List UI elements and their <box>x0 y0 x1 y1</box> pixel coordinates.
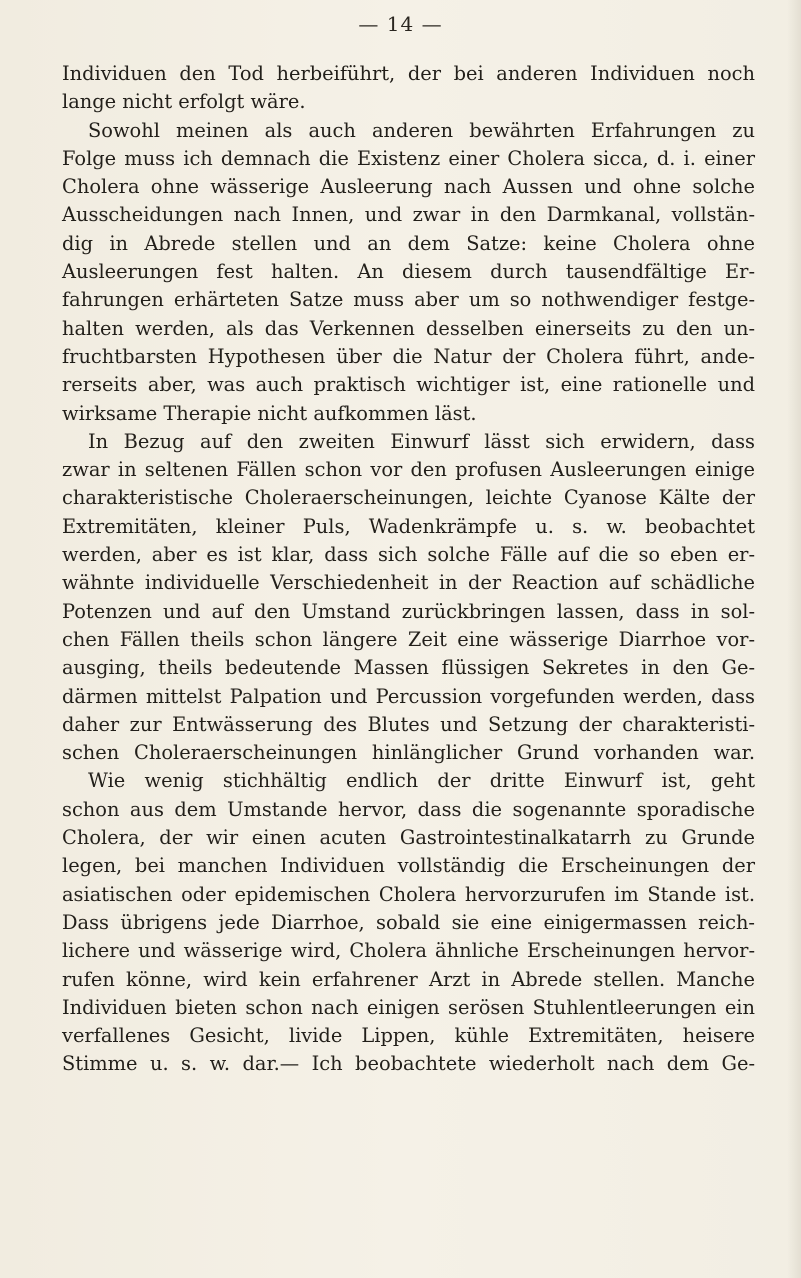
text-line: lange nicht erfolgt wäre. <box>62 90 306 114</box>
text-line: chen Fällen theils schon längere Zeit eine wässerige Diarrhoe vor- <box>62 627 755 651</box>
text-line: dig in Abrede stellen und an dem Satze: keine Cholera ohne <box>62 231 755 255</box>
text-line: Ausleerungen fest halten. An diesem durch tausendfältige Er- <box>62 260 755 284</box>
text-line: Sowohl meinen als auch anderen bewährten Erfahrungen zu <box>88 118 755 142</box>
text-line: Ausscheidungen nach Innen, und zwar in den Darmkanal, vollstän- <box>62 203 755 227</box>
body-text <box>62 60 755 1079</box>
text-line: charakteristische Choleraerscheinungen, leichte Cyanose Kälte der <box>62 486 755 510</box>
text-line: legen, bei manchen Individuen vollständig die Erscheinungen der <box>62 854 755 878</box>
text-line: werden, aber es ist klar, dass sich solche Fälle auf die so eben er- <box>62 543 755 567</box>
text-line: In Bezug auf den zweiten Einwurf lässt sich erwidern, dass <box>88 429 755 453</box>
page-edge-shadow <box>787 0 801 1278</box>
text-line: halten werden, als das Verkennen desselben einerseits zu den un- <box>62 316 755 340</box>
text-line: zwar in seltenen Fällen schon vor den profusen Ausleerungen einige <box>62 458 755 482</box>
text-line: rufen könne, wird kein erfahrener Arzt in Abrede stellen. Manche <box>62 967 755 991</box>
page-number: — 14 — <box>358 12 443 36</box>
text-line: daher zur Entwässerung des Blutes und Setzung der charakteristi- <box>62 712 755 736</box>
text-line: Individuen den Tod herbeiführt, der bei anderen Individuen noch <box>62 62 755 85</box>
text-line: Stimme u. s. w. dar.— Ich beobachtete wiederholt nach dem Ge- <box>62 1052 755 1076</box>
text-line: verfallenes Gesicht, livide Lippen, kühle Extremitäten, heisere <box>62 1024 755 1048</box>
text-line: asiatischen oder epidemischen Cholera hervorzurufen im Stande ist. <box>62 882 755 906</box>
text-line: därmen mittelst Palpation und Percussion vorgefunden werden, dass <box>62 684 755 708</box>
text-line: Dass übrigens jede Diarrhoe, sobald sie eine einigermassen reich- <box>62 910 755 934</box>
text-line: Extremitäten, kleiner Puls, Wadenkrämpfe u. s. w. beobachtet <box>62 514 755 538</box>
text-line: Wie wenig stichhältig endlich der dritte Einwurf ist, geht <box>88 769 755 793</box>
text-line: rerseits aber, was auch praktisch wichtiger ist, eine rationelle und <box>62 373 755 397</box>
text-line: Cholera ohne wässerige Ausleerung nach Aussen und ohne solche <box>62 175 755 199</box>
text-line: wirksame Therapie nicht aufkommen läst. <box>62 401 477 425</box>
text-line: Potenzen und auf den Umstand zurückbringen lassen, dass in sol- <box>62 599 755 623</box>
text-line: ausging, theils bedeutende Massen flüssigen Sekretes in den Ge- <box>62 656 755 680</box>
text-line: fruchtbarsten Hypothesen über die Natur der Cholera führt, ande- <box>62 344 755 368</box>
text-line: fahrungen erhärteten Satze muss aber um so nothwendiger festge- <box>62 288 755 312</box>
text-line: lichere und wässerige wird, Cholera ähnliche Erscheinungen hervor- <box>62 939 755 963</box>
text-line: Folge muss ich demnach die Existenz einer Cholera sicca, d. i. einer <box>62 146 755 170</box>
text-line: schon aus dem Umstande hervor, dass die sogenannte sporadische <box>62 797 755 821</box>
text-line: Cholera, der wir einen acuten Gastrointestinalkatarrh zu Grunde <box>62 826 755 850</box>
text-line: Individuen bieten schon nach einigen serösen Stuhlentleerungen ein <box>62 995 755 1019</box>
text-line: wähnte individuelle Verschiedenheit in der Reaction auf schädliche <box>62 571 755 595</box>
text-line: schen Choleraerscheinungen hinlänglicher Grund vorhanden war. <box>62 741 755 765</box>
